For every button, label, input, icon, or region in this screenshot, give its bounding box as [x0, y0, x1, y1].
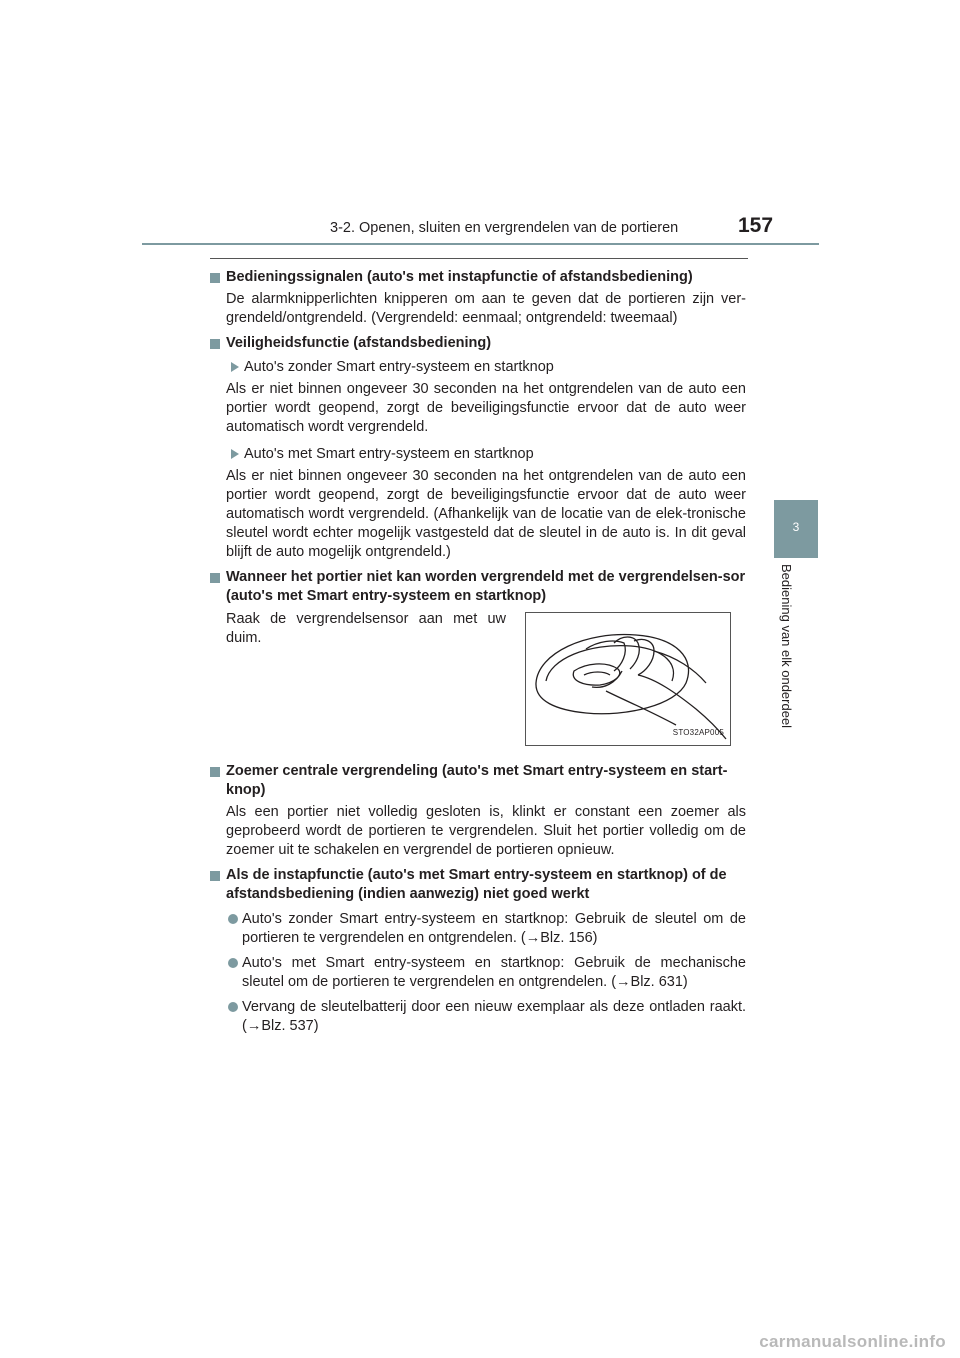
- content: [210, 264, 746, 1036]
- square-bullet-icon: [210, 871, 220, 881]
- section-heading: Veiligheidsfunctie (afstandsbediening): [210, 334, 746, 353]
- sub-heading: Auto's zonder Smart entry-systeem en startknop: [210, 358, 746, 377]
- square-bullet-icon: [210, 767, 220, 777]
- page-number: 157: [738, 214, 774, 237]
- sub-heading: Auto's met Smart entry-systeem en startknop: [210, 445, 746, 464]
- figure-row: [210, 610, 746, 750]
- section-heading: Zoemer centrale vergrendeling (auto's met Smart entry-systeem en start-knop): [210, 762, 746, 800]
- paragraph: Als er niet binnen ongeveer 30 seconden na het ontgrendelen van de auto een portier wordt geopend, zorgt de beveiligingsfunctie ervoor dat de auto weer automatisch wordt vergrendeld.: [226, 381, 746, 435]
- watermark: carmanualsonline.info: [759, 1332, 946, 1351]
- circle-bullet-icon: [228, 958, 238, 968]
- list-item: Auto's met Smart entry-systeem en startknop: Gebruik de mechanische sleutel om de portieren te vergrendelen en ontgrendelen. (→Blz. 631): [210, 954, 746, 992]
- list-item: Auto's zonder Smart entry-systeem en startknop: Gebruik de sleutel om de portieren te vergrendelen en ontgrendelen. (→Blz. 156): [210, 910, 746, 948]
- square-bullet-icon: [210, 273, 220, 283]
- content-rule: [210, 258, 748, 259]
- paragraph: Raak de vergrendelsensor aan met uw duim.: [226, 611, 506, 646]
- section-tab: [774, 500, 818, 558]
- section-heading: Bedieningssignalen (auto's met instapfunctie of afstandsbediening): [210, 268, 746, 287]
- paragraph: Als er niet binnen ongeveer 30 seconden na het ontgrendelen van de auto een portier wordt geopend, zorgt de beveiligingsfunctie ervoor dat de auto weer automatisch wordt vergrendeld. (Afhankelijk van de locatie van de elek-tronische sleutel wordt echter mogelijk vastgesteld dat de sleutel in de auto is. In dit geval blijft de auto mogelijk ontgrendeld.): [226, 468, 746, 560]
- header-title: 3-2. Openen, sluiten en vergrendelen van de portieren: [330, 220, 679, 236]
- circle-bullet-icon: [228, 914, 238, 924]
- header-rule: [142, 243, 819, 245]
- triangle-arrow-icon: [231, 362, 239, 372]
- section-heading: Wanneer het portier niet kan worden vergrendeld met de vergrendelsen-sor (auto's met Smart entry-systeem en startknop): [210, 568, 746, 606]
- circle-bullet-icon: [228, 1002, 238, 1012]
- door-handle-illustration: [525, 612, 731, 746]
- square-bullet-icon: [210, 339, 220, 349]
- square-bullet-icon: [210, 573, 220, 583]
- side-label-text: Bediening van elk onderdeel: [779, 564, 794, 729]
- triangle-arrow-icon: [231, 449, 239, 459]
- paragraph: Als een portier niet volledig gesloten is, klinkt er constant een zoemer als geprobeerd wordt de portieren te vergrendelen. Sluit het portier volledig om de zoemer uit te schakelen en vergrendel de portieren opnieuw.: [226, 804, 746, 858]
- section-tab-number: 3: [792, 520, 800, 534]
- list-item: Vervang de sleutelbatterij door een nieuw exemplaar als deze ontladen raakt. (→Blz. 537): [210, 998, 746, 1036]
- figure-code: STO32AP005: [672, 728, 724, 737]
- paragraph: De alarmknipperlichten knipperen om aan te geven dat de portieren zijn ver-grendeld/ontgrendeld. (Vergrendeld: eenmaal; ontgrendeld: tweemaal): [226, 291, 746, 326]
- section-heading: Als de instapfunctie (auto's met Smart entry-systeem en startknop) of de afstandsbediening (indien aanwezig) niet goed werkt: [210, 866, 746, 904]
